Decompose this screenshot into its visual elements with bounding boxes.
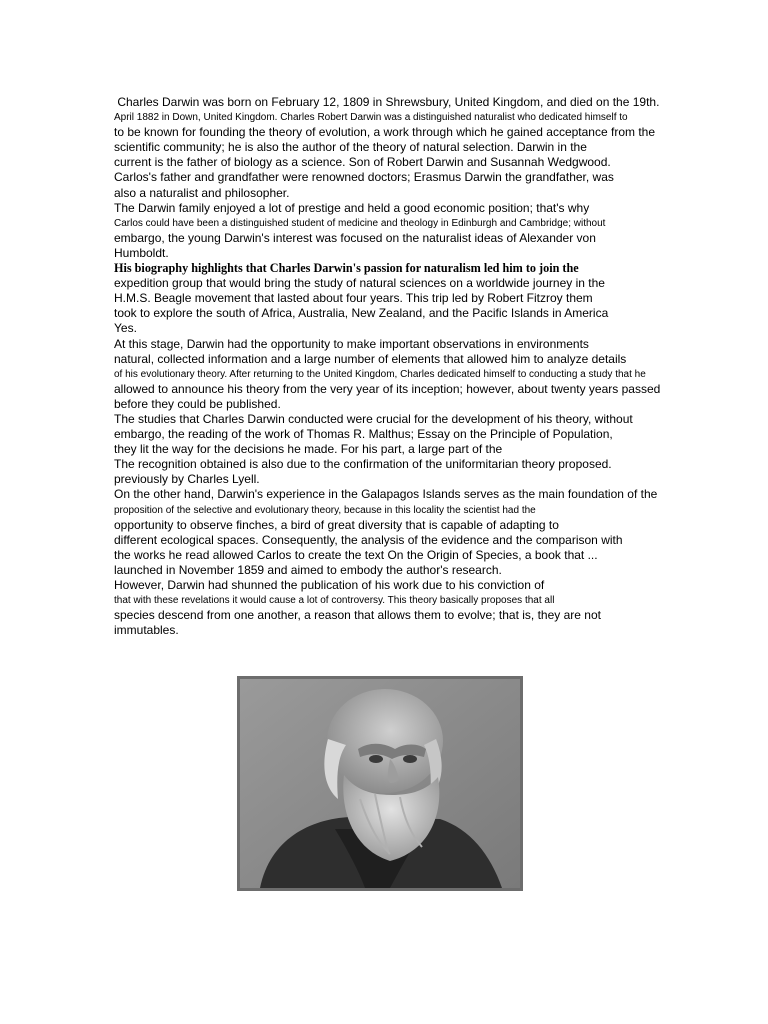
text-line: also a naturalist and philosopher. [114,185,290,200]
text-line: scientific community; he is also the author of the theory of natural selection. Darwin in the [114,140,587,155]
darwin-portrait-photo [237,676,523,891]
text-line: April 1882 in Down, United Kingdom. Charles Robert Darwin was a distinguished naturalist who dedicated himself to [114,112,628,124]
text-line: The recognition obtained is also due to the confirmation of the uniformitarian theory proposed. [114,457,612,472]
text-line: before they could be published. [114,396,281,411]
text-line: previously by Charles Lyell. [114,472,260,487]
text-line: The Darwin family enjoyed a lot of prestige and held a good economic position; that's why [114,200,590,215]
text-line: Humboldt. [114,245,169,260]
text-line: different ecological spaces. Consequently, the analysis of the evidence and the comparison with [114,532,623,547]
text-line: At this stage, Darwin had the opportunity to make important observations in environments [114,336,589,351]
text-line: current is the father of biology as a science. Son of Robert Darwin and Susannah Wedgwood. [114,155,611,170]
text-line: Carlos could have been a distinguished student of medicine and theology in Edinburgh and Cambridge; without [114,217,606,229]
text-line: Yes. [114,321,137,336]
text-line: took to explore the south of Africa, Australia, New Zealand, and the Pacific Islands in America [114,306,609,321]
text-line: opportunity to observe finches, a bird of great diversity that is capable of adapting to [114,517,559,532]
text-line: Charles Darwin was born on February 12, 1809 in Shrewsbury, United Kingdom, and died on the 19th. [114,95,660,109]
article-body [114,95,754,638]
text-line: the works he read allowed Carlos to create the text On the Origin of Species, a book that ... [114,547,598,562]
text-line: that with these revelations it would cause a lot of controversy. This theory basically proposes that all [114,595,555,607]
text-line: embargo, the young Darwin's interest was focused on the naturalist ideas of Alexander von [114,230,596,245]
text-line: However, Darwin had shunned the publication of his work due to his conviction of [114,578,545,592]
text-line: The studies that Charles Darwin conducted were crucial for the development of his theory, without [114,411,633,426]
portrait-illustration [240,679,520,888]
text-line: to be known for founding the theory of evolution, a work through which he gained acceptance from the [114,125,656,140]
text-line: allowed to announce his theory from the very year of its inception; however, about twenty years passed [114,381,661,396]
text-line: embargo, the reading of the work of Thomas R. Malthus; Essay on the Principle of Population, [114,427,613,442]
text-line: they lit the way for the decisions he made. For his part, a large part of the [114,442,503,457]
text-line: immutables. [114,623,179,638]
text-line: of his evolutionary theory. After returning to the United Kingdom, Charles dedicated himself to conducting a study that he [114,368,646,380]
text-line: proposition of the selective and evolutionary theory, because in this locality the scientist had the [114,504,536,516]
text-line: natural, collected information and a large number of elements that allowed him to analyze details [114,351,627,366]
text-line: species descend from one another, a reason that allows them to evolve; that is, they are not [114,608,601,623]
text-line: On the other hand, Darwin's experience in the Galapagos Islands serves as the main foundation of the [114,487,658,502]
text-line-bold: His biography highlights that Charles Darwin's passion for naturalism led him to join the [114,261,579,276]
text-line: expedition group that would bring the study of natural sciences on a worldwide journey in the [114,276,605,291]
text-line: launched in November 1859 and aimed to embody the author's research. [114,562,502,577]
text-line: Carlos's father and grandfather were renowned doctors; Erasmus Darwin the grandfather, was [114,170,614,185]
text-line: H.M.S. Beagle movement that lasted about four years. This trip led by Robert Fitzroy them [114,291,593,306]
